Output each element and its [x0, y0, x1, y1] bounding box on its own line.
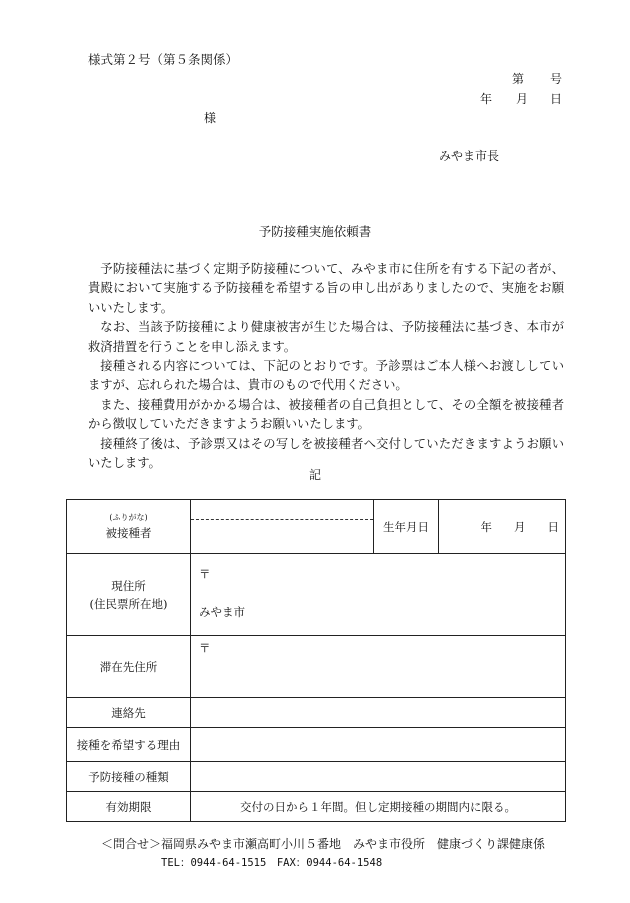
- table-row: [67, 554, 566, 636]
- year-label: 年: [480, 92, 493, 106]
- sender: みやま市長: [439, 149, 500, 163]
- recipient-label-cell: [67, 500, 191, 554]
- birth-month-label: 月: [514, 519, 526, 534]
- body-paragraph: 予防接種法に基づく定期予防接種について、みやま市に住所を有する下記の者が、貴殿において実施する予防接種を希望する旨の申し出がありましたので、実施をお願いいたします。: [88, 262, 564, 315]
- address-city: みやま市: [199, 605, 245, 619]
- address-label: 現住所: [111, 578, 146, 593]
- name-field[interactable]: [191, 520, 373, 552]
- form-number: 様式第２号（第５条関係）: [88, 52, 239, 67]
- postal-mark: 〒: [199, 567, 211, 581]
- body-paragraph: なお、当該予防接種により健康被害が生じた場合は、予防接種法に基づき、本市が救済措置を行うことを申し添えます。: [88, 320, 564, 354]
- document-date: [480, 90, 562, 107]
- addressee-suffix: 様: [204, 111, 217, 125]
- day-label: 日: [550, 92, 563, 106]
- vaccine-type-field[interactable]: [191, 762, 566, 792]
- stay-address-field[interactable]: [191, 636, 566, 698]
- reason-label: 接種を希望する理由: [67, 728, 191, 762]
- table-row: [67, 636, 566, 698]
- birthdate-label: 生年月日: [374, 500, 439, 554]
- ki-label: 記: [308, 468, 321, 482]
- contact-field[interactable]: [191, 698, 566, 728]
- table-row: [67, 792, 566, 822]
- validity-value: 交付の日から１年間。但し定期接種の期間内に限る。: [191, 792, 566, 822]
- body-paragraph: また、接種費用がかかる場合は、被接種者の自己負担として、その全額を被接種者から徴収していただきますようお願いいたします。: [88, 397, 564, 432]
- birthdate-field[interactable]: [439, 500, 566, 554]
- birth-day-label: 日: [547, 519, 559, 534]
- stay-address-label: 滞在先住所: [67, 636, 191, 698]
- info-table: [66, 499, 566, 822]
- table-row: [67, 728, 566, 762]
- document-number: [512, 70, 562, 87]
- address-field[interactable]: [191, 554, 566, 636]
- recipient-name-field[interactable]: [191, 500, 374, 554]
- inquiry-line: ＜問合せ＞福岡県みやま市瀬高町小川５番地 みやま市役所 健康づくり課健康係: [101, 837, 546, 851]
- number-label: 第: [512, 72, 525, 86]
- address-sublabel: (住民票所在地): [89, 596, 168, 611]
- month-label: 月: [516, 92, 529, 106]
- birth-year-label: 年: [480, 519, 492, 534]
- contact-label: 連絡先: [67, 698, 191, 728]
- body-paragraph: 接種終了後は、予診票又はその写しを被接種者へ交付していただきますようお願いいたします。: [88, 436, 564, 471]
- furigana-field[interactable]: [191, 501, 373, 520]
- reason-field[interactable]: [191, 728, 566, 762]
- tel-fax-line: TEL：0944-64-1515 FAX：0944-64-1548: [161, 857, 383, 869]
- document-title: 予防接種実施依頼書: [258, 224, 372, 239]
- recipient-label: 被接種者: [105, 525, 152, 540]
- stay-postal-mark: 〒: [199, 641, 211, 655]
- body-text: [88, 260, 564, 473]
- table-row: [67, 762, 566, 792]
- vaccine-type-label: 予防接種の種類: [67, 762, 191, 792]
- table-row: [67, 500, 566, 554]
- furigana-label: (ふりがな): [109, 512, 148, 522]
- body-paragraph: 接種される内容については、下記のとおりです。予診票はご本人様へお渡ししていますが、忘れられた場合は、貴市のもので代用ください。: [88, 359, 564, 393]
- validity-label: 有効期限: [67, 792, 191, 822]
- number-suffix: 号: [550, 72, 563, 86]
- table-row: [67, 698, 566, 728]
- address-label-cell: [67, 554, 191, 636]
